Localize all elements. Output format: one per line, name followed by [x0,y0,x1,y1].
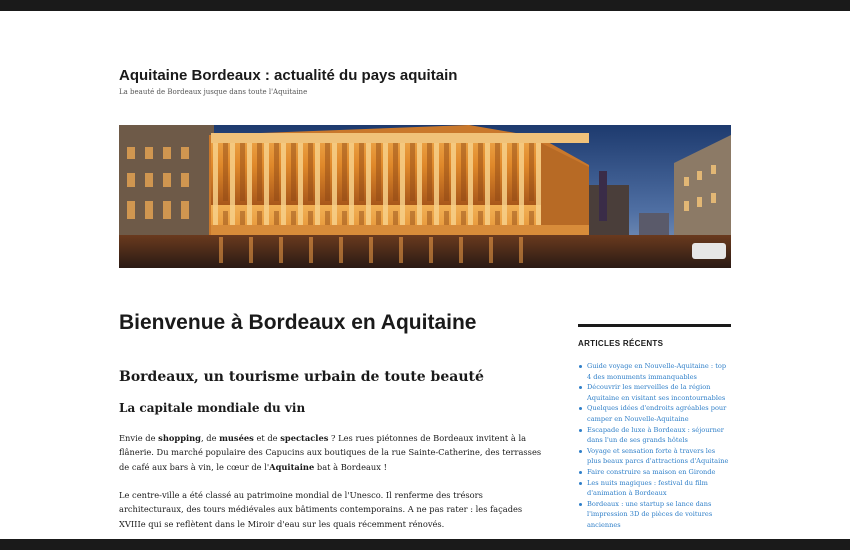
recent-post-link[interactable]: Voyage et sensation forte à travers les plus beaux parcs d'attractions d'Aquitaine [587,446,729,466]
recent-post-link[interactable]: Quelques idées d'endroits agréables pour camper en Nouvelle-Aquitaine [587,404,727,423]
list-item [578,478,731,499]
main-content [119,311,549,529]
sidebar [578,324,731,531]
list-item [578,446,731,467]
site-description: La beauté de Bordeaux jusque dans toute l'Aquitaine [119,88,308,96]
recent-post-link[interactable]: Découvrir les merveilles de la région Aquitaine en visitant ses incontournables [587,383,726,402]
heritage-paragraph: Le centre-ville a été classé au patrimoine mondial de l'Unesco. Il renferme des trésors architecturaux, des tours médiévales aux bâtiments contemporains. A ne pas rater : les façades XVIIIe qui se reflètent dans le Miroir d'eau sur les quais récemment rénovés. [119,490,523,529]
bold-term: Aquitaine [269,461,315,472]
recent-post-link[interactable]: Escapade de luxe à Bordeaux : séjourner dans l'un de ses grands hôtels [587,425,724,445]
text-fragment: bat à Bordeaux ! [314,461,387,472]
list-item [578,467,731,478]
page-title: Bienvenue à Bordeaux en Aquitaine [119,311,477,334]
recent-posts-list [578,361,731,531]
recent-post-link[interactable]: Les nuits magiques : festival du film d'animation à Bordeaux [587,478,708,498]
list-item [578,403,731,424]
list-item [578,425,731,446]
text-fragment: ? Les rues piétonnes de Bordeaux invitent à la flânerie. Du marché populaire des Capucins aux boutiques de la rue Sainte-Catherine, des terrasses de café aux bars à vin, le cœur de l' [119,433,542,472]
list-item [578,499,731,531]
site-title[interactable]: Aquitaine Bordeaux : actualité du pays aquitain [119,67,458,84]
section-heading: Bordeaux, un tourisme urbain de toute beauté [119,369,484,385]
text-fragment: , de [200,433,220,443]
page [0,11,850,539]
recent-post-link[interactable]: Faire construire sa maison en Gironde [587,467,716,476]
subsection-heading: La capitale mondiale du vin [119,401,306,415]
intro-paragraph [119,431,549,474]
recent-posts-title: ARTICLES RÉCENTS [578,339,664,348]
text-fragment: et de [253,433,281,443]
header-image [119,125,731,268]
list-item [578,361,731,382]
bold-term: shopping [158,433,201,443]
text-fragment: Envie de [119,433,159,443]
sidebar-divider [578,324,731,327]
recent-post-link[interactable]: Bordeaux : une startup se lance dans l'impression 3D de pièces de voitures anciennes [587,499,713,529]
list-item [578,382,731,403]
bold-term: musées [219,433,254,443]
bold-term: spectacles [280,433,329,443]
recent-post-link[interactable]: Guide voyage en Nouvelle-Aquitaine : top 4 des monuments immanquables [587,362,727,381]
